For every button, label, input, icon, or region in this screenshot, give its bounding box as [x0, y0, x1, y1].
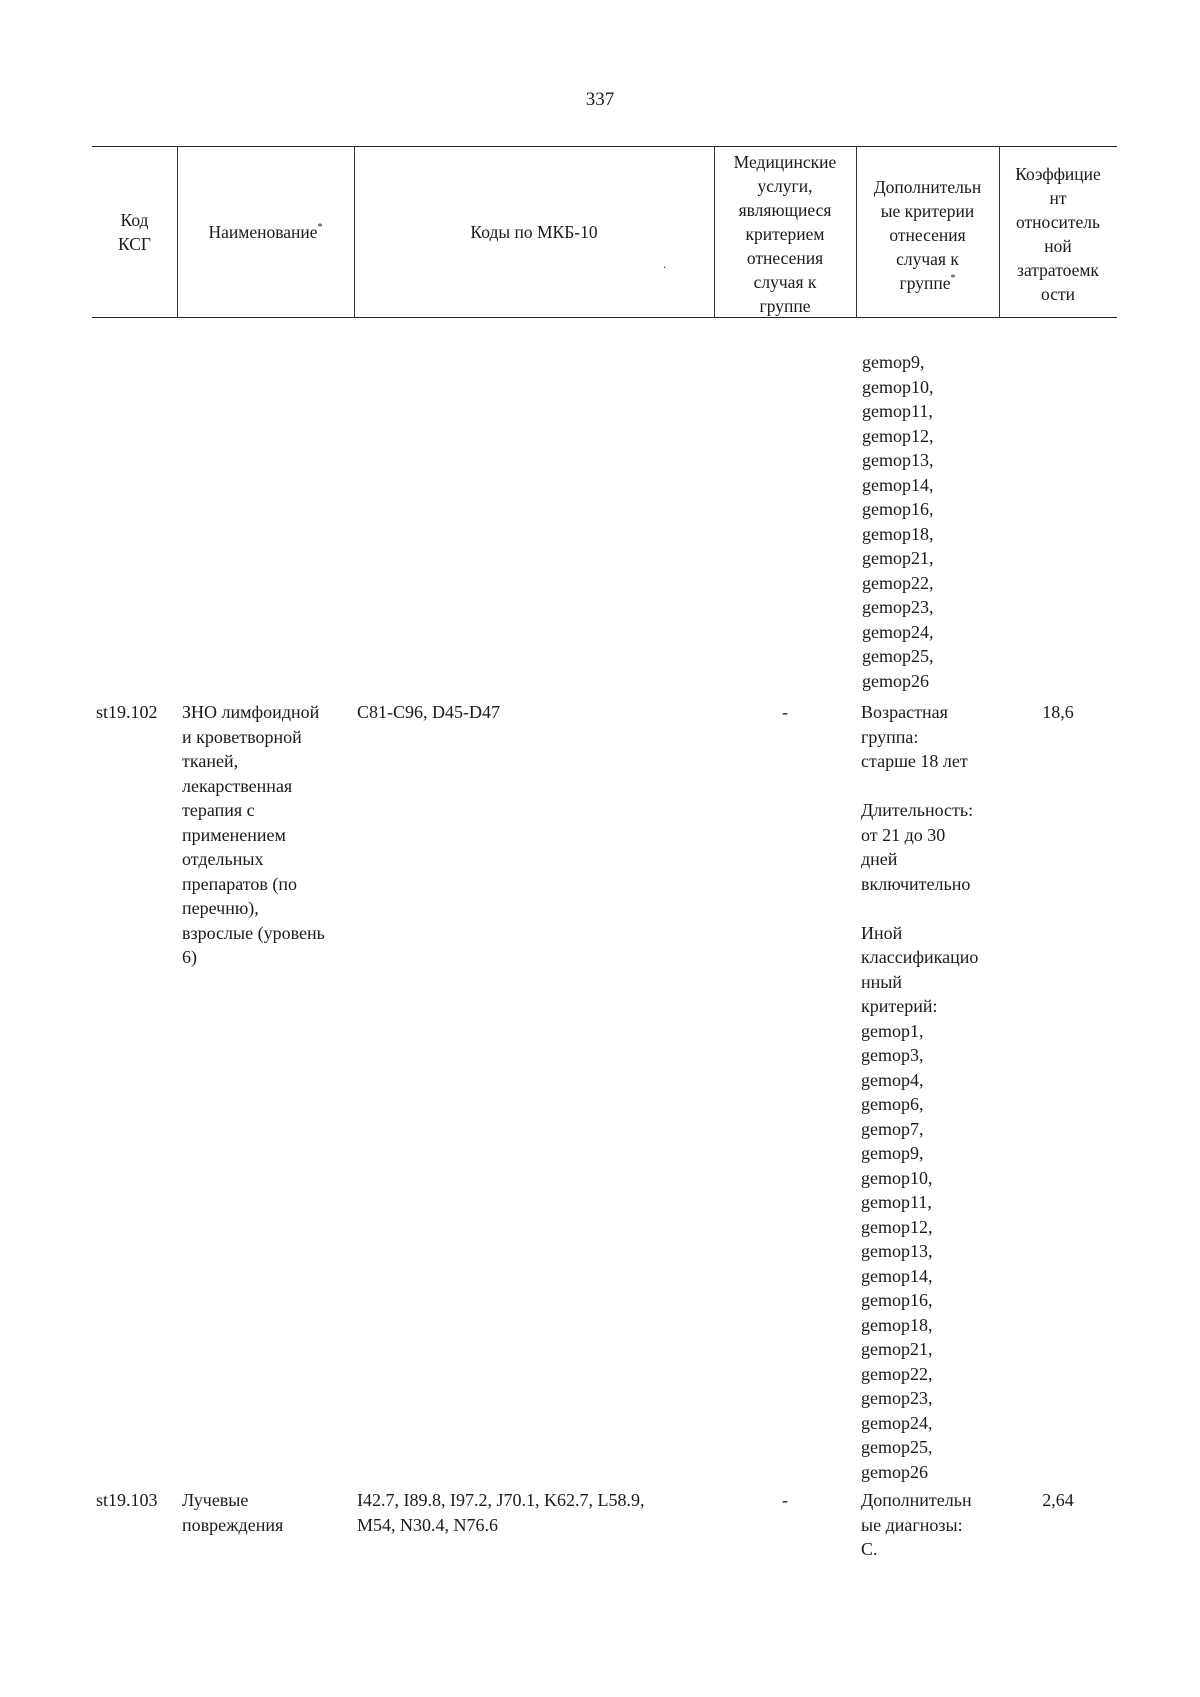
header-name-footnote-mark: *	[317, 222, 323, 233]
header-name-text: Наименование	[208, 222, 318, 242]
row-coef: 18,6	[1042, 702, 1074, 722]
header-name	[177, 220, 354, 244]
row-code: st19.102	[96, 702, 158, 722]
continuation-criteria: gemop9, gemop10, gemop11, gemop12, gemop13, gemop14, gemop16, gemop18, gemop21, gemop22, gemop23, gemop24, gemop25, gemop26	[862, 352, 934, 691]
row-mkb: C81-C96, D45-D47	[357, 702, 500, 722]
header-bottom-rule	[92, 317, 1117, 318]
row-services: -	[782, 1490, 788, 1510]
row-name: ЗНО лимфоидной и кроветворной тканей, лекарственная терапия с применением отдельных препаратов (по перечню), взрослые (уровень 6)	[182, 702, 325, 967]
row-criteria: Дополнительн ые диагнозы: C.	[861, 1490, 972, 1559]
header-criteria-footnote-mark: *	[950, 273, 956, 284]
header-coef: Коэффицие нт относитель ной затратоемк ости	[1015, 164, 1101, 304]
header-criteria	[856, 175, 999, 295]
header-code: Код КСГ	[117, 210, 152, 254]
row-mkb: I42.7, I89.8, I97.2, J70.1, K62.7, L58.9, M54, N30.4, N76.6	[357, 1490, 645, 1535]
scan-speck: .	[663, 257, 666, 271]
page-number: 337	[585, 89, 615, 110]
row-code: st19.103	[96, 1490, 158, 1510]
header-criteria-text: Дополнительн ые критерии отнесения случая к группе	[873, 177, 982, 293]
header-mkb: Коды по МКБ-10	[470, 222, 598, 242]
row-criteria: Возрастная группа: старше 18 лет Длительность: от 21 до 30 дней включительно Иной классификацио нный критерий: gemop1, gemop3, gemop4, gemop6, gemop7, gemop9, gemop10, gemop11, gemop12, gemop13, gemop14, gemop16, gemop18, gemop21, gemop22, gemop23, gemop24, gemop25, gemop26	[861, 702, 979, 1482]
header-services: Медицинские услуги, являющиеся критерием отнесения случая к группе	[733, 152, 837, 316]
row-coef: 2,64	[1042, 1490, 1074, 1510]
header-top-rule	[92, 146, 1117, 147]
row-services: -	[782, 702, 788, 722]
row-name: Лучевые повреждения	[182, 1490, 284, 1535]
